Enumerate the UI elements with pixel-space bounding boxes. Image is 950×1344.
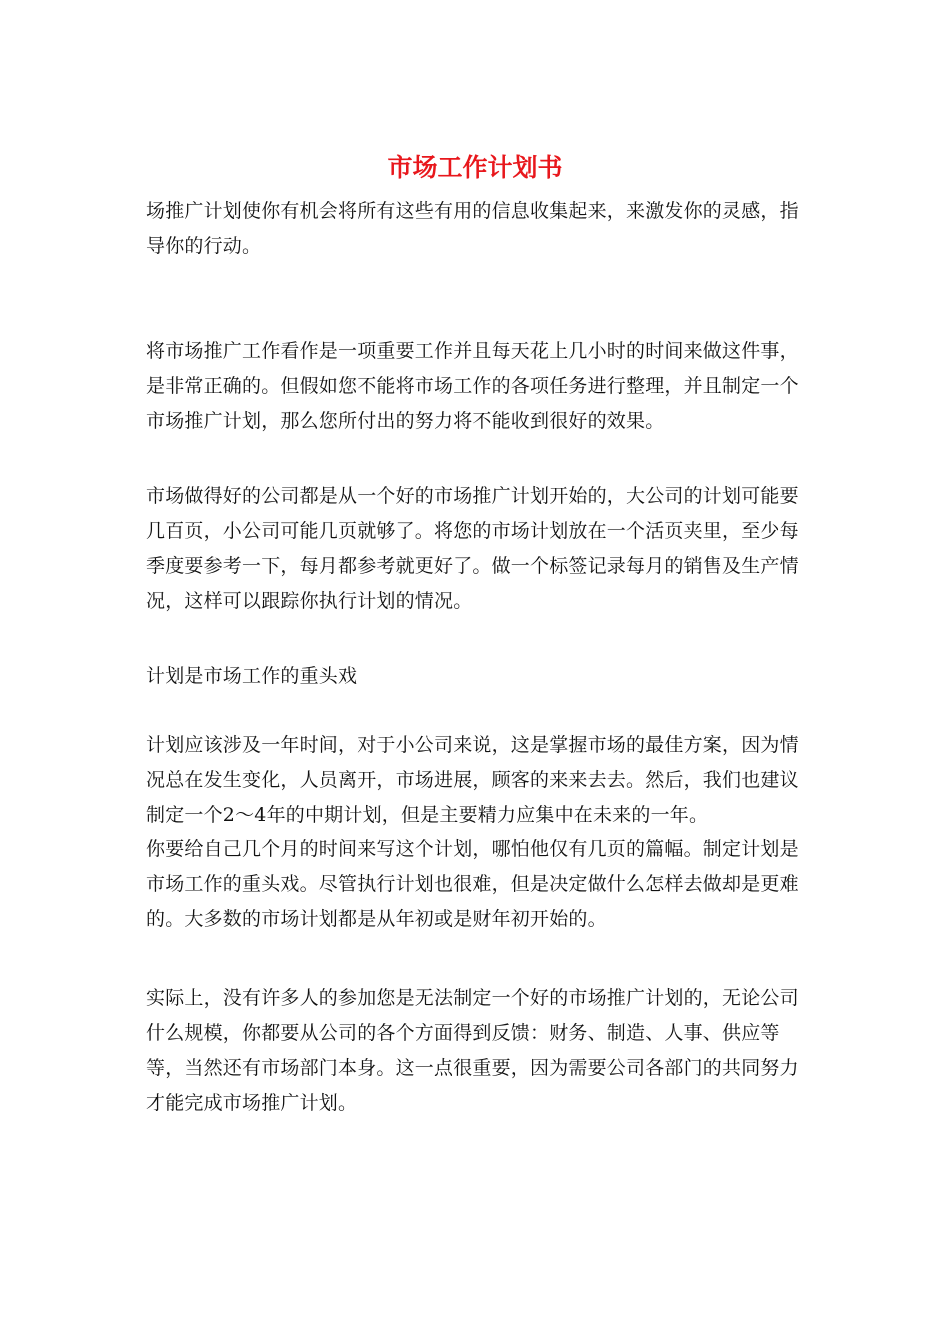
paragraph-importance: 将市场推广工作看作是一项重要工作并且每天花上几小时的时间来做这件事，是非常正确的。但假如您不能将市场工作的各项任务进行整理，并且制定一个市场推广计划，那么您所付出的努力将不能收到很好的效果。 (146, 340, 799, 432)
paragraph-writing-time: 你要给自己几个月的时间来写这个计划，哪怕他仅有几页的篇幅。制定计划是市场工作的重头戏。尽管执行计划也很难，但是决定做什么怎样去做却是更难的。大多数的市场计划都是从年初或是财年初开始的。 (146, 838, 799, 930)
paragraph-intro: 场推广计划使你有机会将所有这些有用的信息收集起来，来激发你的灵感，指导你的行动。 (146, 200, 799, 257)
paragraph-good-companies: 市场做得好的公司都是从一个好的市场推广计划开始的，大公司的计划可能要几百页，小公司可能几页就够了。将您的市场计划放在一个活页夹里，至少每季度要参考一下，每月都参考就更好了。做一个标签记录每月的销售及生产情况，这样可以跟踪你执行计划的情况。 (146, 485, 799, 612)
document-title: 市场工作计划书 (387, 153, 563, 182)
section-heading: 计划是市场工作的重头戏 (146, 665, 358, 687)
paragraph-time-span: 计划应该涉及一年时间，对于小公司来说，这是掌握市场的最佳方案，因为情况总在发生变化，人员离开，市场进展，顾客的来来去去。然后，我们也建议制定一个2～4年的中期计划，但是主要精力应集中在未来的一年。 (146, 734, 799, 826)
paragraph-participation: 实际上，没有许多人的参加您是无法制定一个好的市场推广计划的，无论公司什么规模，你都要从公司的各个方面得到反馈：财务、制造、人事、供应等等，当然还有市场部门本身。这一点很重要，因为需要公司各部门的共同努力才能完成市场推广计划。 (146, 987, 799, 1114)
